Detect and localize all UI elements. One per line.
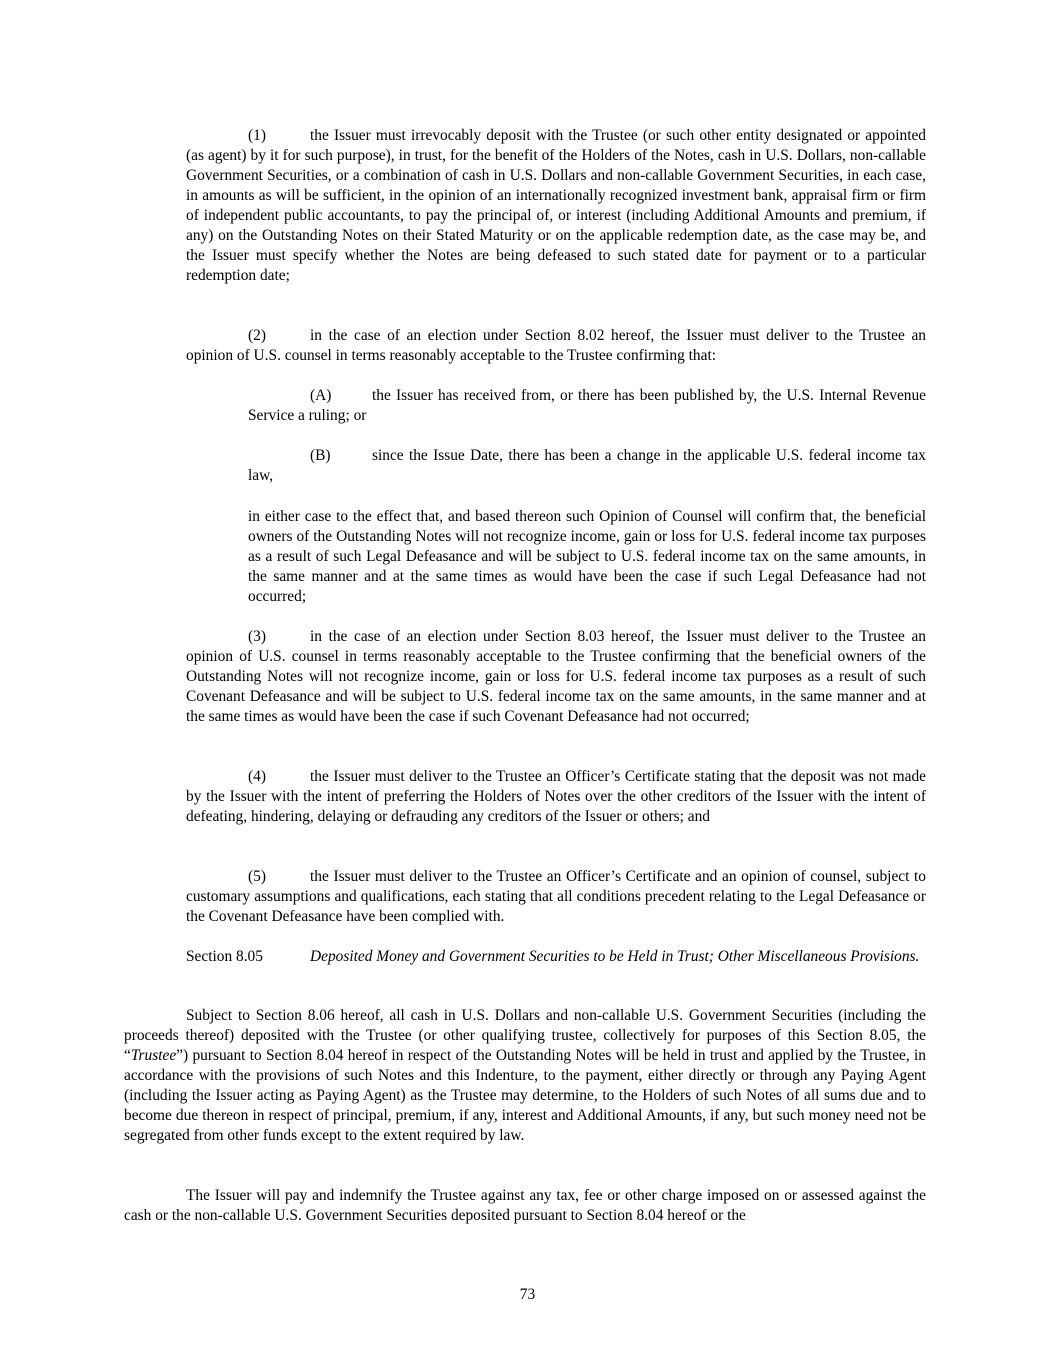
- clause-text: in the case of an election under Section 8.03 hereof, the Issuer must deliver to the Trustee an opinion of U.S. counsel in terms reasonably acceptable to the Trustee confirming that the beneficial owners of the Outstanding Notes will not recognize income, gain or loss for U.S. federal income tax purposes as a result of such Covenant Defeasance and will be subject to U.S. federal income tax on the same amounts, in the same manner and at the same times as would have been the case if such Covenant Defeasance had not occurred;: [186, 628, 926, 725]
- section-number: Section 8.05: [186, 948, 263, 965]
- body-paragraph-1: [124, 1006, 926, 1146]
- clause-text: the Issuer must deliver to the Trustee an Officer’s Certificate and an opinion of counsel, subject to customary assumptions and qualifications, each stating that all conditions precedent relating to the Legal Defeasance or the Covenant Defeasance have been complied with.: [186, 868, 926, 925]
- continuation-paragraph: [248, 507, 926, 607]
- clause-number: (2): [248, 327, 266, 344]
- clause-number: (A): [310, 387, 332, 404]
- clause-4: [186, 767, 926, 827]
- clause-text: the Issuer must deliver to the Trustee an Officer’s Certificate stating that the deposit was not made by the Issuer with the intent of preferring the Holders of Notes over the other creditors of the Issuer with the intent of defeating, hindering, delaying or defrauding any creditors of the Issuer or others; and: [186, 768, 926, 825]
- paragraph-text-before: Subject to Section 8.06 hereof, all cash in U.S. Dollars and non-callable U.S. Government Securities (including the proceeds thereof) deposited with the Trustee (or other qualifying trustee, collectively for purposes of this Section 8.05, the “: [124, 1007, 926, 1064]
- clause-number: (1): [248, 127, 266, 144]
- subclause-a: [248, 386, 926, 426]
- clause-text: since the Issue Date, there has been a change in the applicable U.S. federal income tax law,: [248, 447, 926, 484]
- clause-3: [186, 627, 926, 727]
- clause-1: [186, 126, 926, 286]
- clause-number: (4): [248, 768, 266, 785]
- clause-5: [186, 867, 926, 927]
- paragraph-text-after: ”) pursuant to Section 8.04 hereof in respect of the Outstanding Notes will be held in trust and applied by the Trustee, in accordance with the provisions of such Notes and this Indenture, to the payment, either directly or through any Paying Agent (including the Issuer acting as Paying Agent) as the Trustee may determine, to the Holders of such Notes of all sums due and to become due thereon in respect of principal, premium, if any, interest and Additional Amounts, if any, but such money need not be segregated from other funds except to the extent required by law.: [124, 1047, 926, 1144]
- clause-text: in either case to the effect that, and based thereon such Opinion of Counsel will confirm that, the beneficial owners of the Outstanding Notes will not recognize income, gain or loss for U.S. federal income tax purposes as a result of such Legal Defeasance and will be subject to U.S. federal income tax on the same amounts, in the same manner and at the same times as would have been the case if such Legal Defeasance had not occurred;: [248, 508, 926, 605]
- body-paragraph-2: [124, 1186, 926, 1226]
- subclause-b: [248, 446, 926, 486]
- clause-text: in the case of an election under Section 8.02 hereof, the Issuer must deliver to the Trustee an opinion of U.S. counsel in terms reasonably acceptable to the Trustee confirming that:: [186, 327, 926, 364]
- section-heading: [124, 947, 926, 967]
- clause-text: the Issuer must irrevocably deposit with the Trustee (or such other entity designated or appointed (as agent) by it for such purpose), in trust, for the benefit of the Holders of the Notes, cash in U.S. Dollars, non-callable Government Securities, or a combination of cash in U.S. Dollars and non-callable Government Securities, in each case, in amounts as will be sufficient, in the opinion of an internationally recognized investment bank, appraisal firm or firm of independent public accountants, to pay the principal of, or interest (including Additional Amounts and premium, if any) on the Outstanding Notes on their Stated Maturity or on the applicable redemption date, as the case may be, and the Issuer must specify whether the Notes are being defeased to such stated date for payment or to a particular redemption date;: [186, 127, 926, 284]
- page-number: 73: [519, 1286, 536, 1303]
- clause-number: (5): [248, 868, 266, 885]
- clause-number: (B): [310, 447, 331, 464]
- defined-term: Trustee: [130, 1047, 177, 1064]
- clause-text: the Issuer has received from, or there has been published by, the U.S. Internal Revenue Service a ruling; or: [248, 387, 926, 424]
- clause-number: (3): [248, 628, 266, 645]
- paragraph-text: The Issuer will pay and indemnify the Trustee against any tax, fee or other charge imposed on or assessed against the cash or the non-callable U.S. Government Securities deposited pursuant to Section 8.04 hereof or the: [124, 1187, 926, 1224]
- clause-2: [186, 326, 926, 366]
- section-title: Deposited Money and Government Securities to be Held in Trust; Other Miscellaneous Provisions.: [310, 948, 920, 965]
